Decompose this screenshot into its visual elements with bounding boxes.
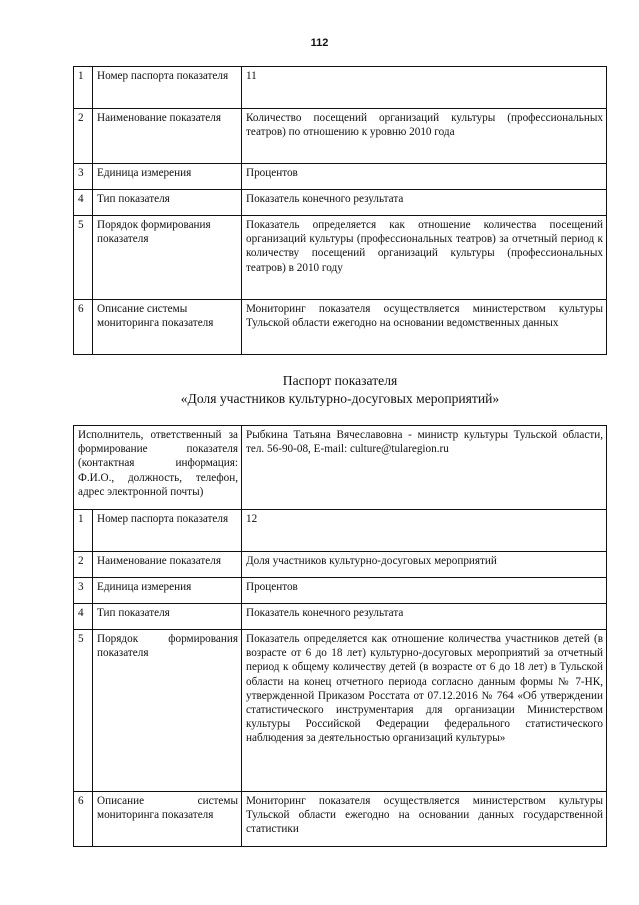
row-value: Доля участников культурно-досуговых мероприятий: [242, 552, 607, 578]
executor-value: Рыбкина Татьяна Вячеславовна - министр культуры Тульской области, тел. 56-90-08, E-mail: culture@tularegion.ru: [242, 426, 607, 510]
row-label: Описание системы мониторинга показателя: [93, 300, 242, 355]
row-label: Наименование показателя: [93, 109, 242, 164]
row-label: Порядок формирования показателя: [93, 630, 242, 792]
row-label: Номер паспорта показателя: [93, 67, 242, 109]
row-value: 11: [242, 67, 607, 109]
row-number: 3: [74, 164, 93, 190]
row-number: 3: [74, 578, 93, 604]
row-value: Показатель определяется как отношение количества посещений организаций культуры (профессиональных театров) за отчетный период к количеству посещений организаций культуры (профессиональных театров) в 2010 году: [242, 216, 607, 300]
row-number: 2: [74, 109, 93, 164]
passport-heading-line2: «Доля участников культурно-досуговых мероприятий»: [180, 391, 500, 406]
page-number: 112: [310, 37, 329, 49]
row-number: 1: [74, 510, 93, 552]
passport-heading-line1: Паспорт показателя: [282, 373, 398, 388]
row-number: 5: [74, 630, 93, 792]
row-value: Процентов: [242, 578, 607, 604]
row-number: 1: [74, 67, 93, 109]
table-row: [74, 164, 607, 190]
table-row: [74, 578, 607, 604]
indicator-passport-table-12: [73, 425, 607, 847]
table-row: [74, 109, 607, 164]
table-row: [74, 510, 607, 552]
row-label: Тип показателя: [93, 604, 242, 630]
row-number: 6: [74, 792, 93, 847]
row-value: Показатель определяется как отношение количества участников детей (в возрасте от 6 до 18 лет) культурно-досуговых мероприятий за отчетный период к общему количеству детей (в возрасте от 6 до 18 лет) в Тульской области на конец отчетного периода согласно данным формы № 7-НК, утвержденной Приказом Росстата от 07.12.2016 № 764 «Об утверждении статистического инструментария для организации Министерством культуры Российской Федерации федерального статистического наблюдения за деятельностью организаций культуры»: [242, 630, 607, 792]
row-value: Количество посещений организаций культуры (профессиональных театров) по отношению к уровню 2010 года: [242, 109, 607, 164]
row-label: Наименование показателя: [93, 552, 242, 578]
row-label: Единица измерения: [93, 578, 242, 604]
table-row: [74, 216, 607, 300]
row-number: 5: [74, 216, 93, 300]
row-number: 2: [74, 552, 93, 578]
row-label: Номер паспорта показателя: [93, 510, 242, 552]
row-number: 6: [74, 300, 93, 355]
row-number: 4: [74, 604, 93, 630]
table-row: [74, 190, 607, 216]
row-value: Процентов: [242, 164, 607, 190]
executor-label: Исполнитель, ответственный за формирование показателя (контактная информация: Ф.И.О., должность, телефон, адрес электронной почты): [74, 426, 242, 510]
row-label: Единица измерения: [93, 164, 242, 190]
table-row: [74, 604, 607, 630]
row-number: 4: [74, 190, 93, 216]
row-label: Описание системы мониторинга показателя: [93, 792, 242, 847]
row-label: Порядок формирования показателя: [93, 216, 242, 300]
row-value: Мониторинг показателя осуществляется министерством культуры Тульской области ежегодно на основании данных государственной статистики: [242, 792, 607, 847]
row-value: 12: [242, 510, 607, 552]
row-value: Мониторинг показателя осуществляется министерством культуры Тульской области ежегодно на основании ведомственных данных: [242, 300, 607, 355]
table-row: [74, 792, 607, 847]
table-row: [74, 630, 607, 792]
row-value: Показатель конечного результата: [242, 604, 607, 630]
row-value: Показатель конечного результата: [242, 190, 607, 216]
table-row: [74, 300, 607, 355]
executor-row: [74, 426, 607, 510]
row-label: Тип показателя: [93, 190, 242, 216]
indicator-passport-table-11: [73, 66, 607, 355]
table-row: [74, 552, 607, 578]
table-row: [74, 67, 607, 109]
